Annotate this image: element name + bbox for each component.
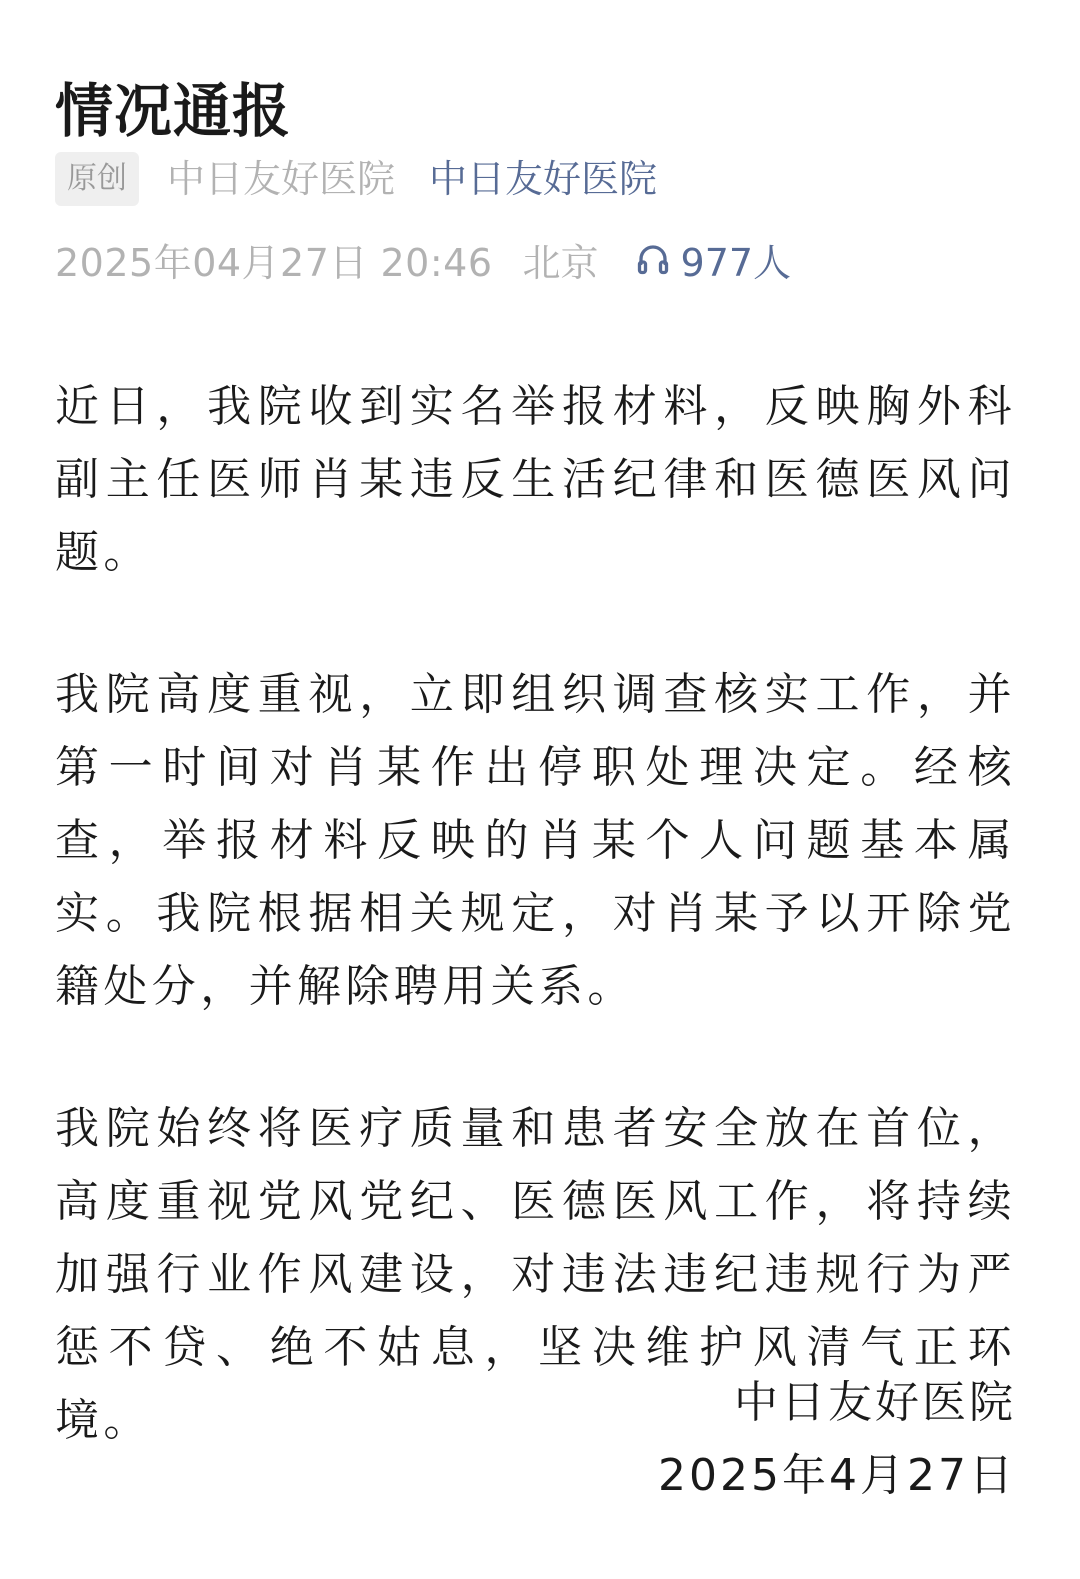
paragraph-3: 我院始终将医疗质量和患者安全放在首位，高度重视党风党纪、医德医风工作，将持续加强行业作风建设，对违法违纪违规行为严惩不贷、绝不姑息，坚决维护风清气正环境。 [55,1103,1016,1446]
article-meta-source [55,152,657,206]
publish-location: 北京 [522,240,599,285]
publish-time: 2025年04月27日 20:46 [55,240,493,285]
paragraph-1: 近日，我院收到实名举报材料，反映胸外科副主任医师肖某违反生活纪律和医德医风问题。 [55,381,1016,578]
article-meta-time [55,232,791,286]
signature-block [658,1366,1016,1512]
signature-org: 中日友好医院 [734,1377,1016,1428]
account-name-link[interactable]: 中日友好医院 [429,157,658,201]
article-title: 情况通报 [55,76,292,145]
original-badge: 原创 [55,152,139,206]
listen-button[interactable] [635,232,792,287]
paragraph-2: 我院高度重视，立即组织调查核实工作，并第一时间对肖某作出停职处理决定。经核查，举报材料反映的肖某个人问题基本属实。我院根据相关规定，对肖某予以开除党籍处分，并解除聘用关系。 [55,669,1016,1012]
author-name: 中日友好医院 [167,157,396,201]
headphones-icon [635,241,671,277]
article-content [55,370,1016,1457]
signature-date: 2025年4月27日 [658,1450,1016,1501]
listen-count: 977人 [680,240,792,285]
